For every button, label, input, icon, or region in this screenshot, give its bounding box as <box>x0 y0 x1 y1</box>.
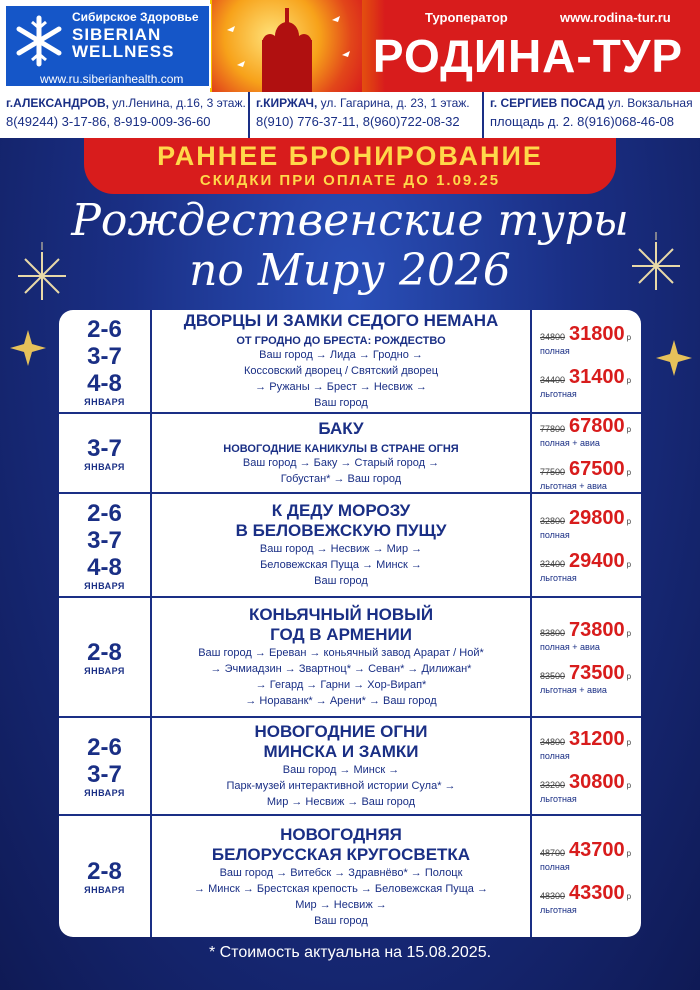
price-block <box>540 619 641 652</box>
currency: р <box>626 891 632 901</box>
tour-month: ЯНВАРЯ <box>84 788 125 798</box>
tour-month: ЯНВАРЯ <box>84 885 125 895</box>
old-price: 32400 <box>540 559 566 569</box>
tour-route-line: Гобустан* → Ваш город <box>280 473 402 485</box>
tour-route-line: Ваш город → Ереван → коньячный завод Арарат / Ной* <box>198 647 484 659</box>
price-label: полная <box>540 751 570 761</box>
tour-description <box>152 310 532 412</box>
tour-dates <box>59 816 152 937</box>
currency: р <box>626 560 632 569</box>
tour-route-line: Ваш город <box>314 397 368 409</box>
tour-route-line: → Ружаны → Брест → Несвиж → <box>255 381 427 393</box>
tour-route-line: Ваш город → Витебск → Здравнёво* → Полоцк <box>219 866 463 879</box>
tour-date: 3-7 <box>87 434 122 462</box>
tour-route-line: Ваш город → Минск → <box>282 764 400 776</box>
tour-route-line: Ваш город <box>314 575 368 587</box>
currency: р <box>626 781 632 790</box>
operator-label: Туроператор <box>425 10 508 25</box>
new-price: 67800 <box>569 415 625 437</box>
tour-date: 4-8 <box>87 369 122 397</box>
price-block <box>540 662 641 695</box>
tour-name: НОВОГОДНИЕ ОГНИ МИНСКА И ЗАМКИ <box>254 722 428 761</box>
tour-month: ЯНВАРЯ <box>84 461 125 472</box>
tour-route-line: Ваш город <box>314 914 368 927</box>
tours-table <box>59 310 641 937</box>
new-price: 31200 <box>569 728 625 750</box>
promo-subtitle: СКИДКИ ПРИ ОПЛАТЕ ДО 1.09.25 <box>199 172 501 189</box>
new-price: 43300 <box>569 881 625 904</box>
office-phones[interactable]: 8(49244) 3-17-86, 8-919-009-36-60 <box>6 114 211 129</box>
tour-route-line: Ваш город → Несвиж → Мир → <box>259 543 423 555</box>
new-price: 30800 <box>569 771 625 793</box>
tour-name: БАКУ <box>318 419 364 438</box>
star-right-icon <box>656 340 692 376</box>
tour-route-line: → Гегард → Гарни → Хор-Вирап* <box>255 679 427 691</box>
price-label: льготная <box>540 794 577 804</box>
tour-month: ЯНВАРЯ <box>84 396 125 407</box>
tour-row[interactable] <box>59 598 641 718</box>
tour-date: 2-6 <box>87 315 122 343</box>
price-block <box>540 366 641 399</box>
currency: р <box>626 425 632 434</box>
price-block <box>540 323 641 356</box>
price-block <box>540 728 641 761</box>
office-kirzhach <box>250 92 484 138</box>
price-footnote: * Стоимость актуальна на 15.08.2025. <box>208 944 492 961</box>
currency: р <box>626 629 632 638</box>
tour-date: 4-8 <box>87 553 122 581</box>
currency: р <box>626 848 632 858</box>
tour-description <box>152 598 532 716</box>
tour-route-line: Коссовский дворец / Святский дворец <box>243 365 439 377</box>
old-price: 32800 <box>540 516 566 526</box>
old-price: 48300 <box>540 890 566 901</box>
office-sergiev-posad <box>484 92 700 138</box>
operator-url[interactable]: www.rodina-tur.ru <box>560 10 671 25</box>
new-price: 43700 <box>569 838 625 861</box>
price-block <box>540 507 641 540</box>
tour-date: 3-7 <box>87 342 122 370</box>
office-aleksandrov <box>0 92 250 138</box>
new-price: 29800 <box>569 507 625 529</box>
price-label: льготная + авиа <box>540 481 607 491</box>
tour-description <box>152 414 532 492</box>
old-price: 48700 <box>540 847 566 858</box>
new-price: 73500 <box>569 662 625 684</box>
page-title-line-2: по Миру 2026 <box>189 245 511 296</box>
tour-row[interactable] <box>59 414 641 494</box>
price-label: льготная + авиа <box>540 685 607 695</box>
tour-subtitle: НОВОГОДНИЕ КАНИКУЛЫ В СТРАНЕ ОГНЯ <box>223 443 459 455</box>
tour-route-line: → Минск → Брестская крепость → Беловежская Пуща → <box>194 882 488 895</box>
old-price: 77500 <box>540 467 566 477</box>
currency: р <box>626 738 632 747</box>
tour-date: 3-7 <box>87 526 122 554</box>
tour-month: ЯНВАРЯ <box>84 580 125 591</box>
tour-date: 2-6 <box>87 499 122 527</box>
early-booking-banner <box>84 138 616 194</box>
price-label: полная <box>540 530 570 540</box>
new-price: 67500 <box>569 458 625 480</box>
currency: р <box>626 376 632 385</box>
kremlin-fireworks-image <box>212 0 362 92</box>
currency: р <box>626 468 632 477</box>
old-price: 33200 <box>540 780 566 790</box>
office-city: г.АЛЕКСАНДРОВ, <box>6 96 109 110</box>
tour-date: 3-7 <box>87 761 122 788</box>
office-address: ул.Ленина, д.16, 3 этаж. <box>108 96 246 110</box>
tour-row[interactable] <box>59 718 641 816</box>
currency: р <box>626 517 632 526</box>
offices-bar <box>0 92 700 138</box>
office-city: г. СЕРГИЕВ ПОСАД <box>490 96 605 110</box>
tour-description <box>152 816 532 937</box>
old-price: 34800 <box>540 332 566 342</box>
tour-prices <box>532 494 641 596</box>
sw-name-line-1: SIBERIAN <box>72 25 162 44</box>
tour-prices <box>532 718 641 814</box>
star-left-icon <box>10 330 46 366</box>
tour-route-line: Ваш город → Баку → Старый город → <box>242 457 440 469</box>
price-block <box>540 415 641 448</box>
tour-row[interactable] <box>59 310 641 414</box>
sw-name-line-2: WELLNESS <box>72 42 175 61</box>
tour-dates <box>59 310 152 412</box>
price-label: полная + авиа <box>540 438 600 448</box>
tour-prices <box>532 414 641 492</box>
tour-route-line: Ваш город → Лида → Гродно → <box>259 349 423 361</box>
office-address: ул. Гагарина, д. 23, 1 этаж. <box>317 96 470 110</box>
tour-date: 2-8 <box>87 858 122 885</box>
old-price: 34800 <box>540 737 566 747</box>
old-price: 77800 <box>540 424 566 434</box>
price-label: полная <box>540 346 570 356</box>
siberian-health-url[interactable]: www.ru.siberianhealth.com <box>40 72 184 86</box>
tour-description <box>152 494 532 596</box>
snowflake-logo-icon <box>12 14 66 68</box>
tour-description <box>152 718 532 814</box>
tour-prices <box>532 598 641 716</box>
price-block <box>540 839 641 872</box>
kremlin-icon <box>212 0 362 92</box>
price-block <box>540 882 641 915</box>
new-price: 29400 <box>569 550 625 572</box>
price-label: льготная <box>540 389 577 399</box>
siberian-wellness-logo-block[interactable] <box>4 4 211 88</box>
tour-name: КОНЬЯЧНЫЙ НОВЫЙ ГОД В АРМЕНИИ <box>248 605 434 644</box>
office-phones[interactable]: площадь д. 2. 8(916)068-46-08 <box>490 114 675 129</box>
operator-name: РОДИНА-ТУР <box>372 30 684 82</box>
price-label: полная <box>540 861 570 872</box>
office-phones[interactable]: 8(910) 776-37-11, 8(960)722-08-32 <box>256 114 460 129</box>
price-label: полная + авиа <box>540 642 600 652</box>
tour-route-line: Парк-музей интерактивной истории Сула* → <box>226 780 456 792</box>
tour-route-line: → Эчмиадзин → Звартноц* → Севан* → Дилижан* <box>210 663 472 675</box>
new-price: 73800 <box>569 619 625 641</box>
office-address: ул. Вокзальная <box>604 96 693 110</box>
tour-route-line: → Нораванк* → Арени* → Ваш город <box>245 695 437 707</box>
tour-name: ДВОРЦЫ И ЗАМКИ СЕДОГО НЕМАНА <box>183 311 499 330</box>
price-block <box>540 550 641 583</box>
siberian-health-ru-text: Сибирское Здоровье <box>72 10 199 24</box>
tour-row[interactable] <box>59 816 641 937</box>
tour-name: НОВОГОДНЯЯ БЕЛОРУССКАЯ КРУГОСВЕТКА <box>211 824 471 864</box>
tour-route-line: Мир → Несвиж → <box>295 898 387 911</box>
siberian-wellness-name <box>72 26 174 60</box>
old-price: 83800 <box>540 628 566 638</box>
price-block <box>540 458 641 491</box>
currency: р <box>626 672 632 681</box>
tour-route-line: Беловежская Пуща → Минск → <box>260 559 422 571</box>
tour-subtitle: ОТ ГРОДНО ДО БРЕСТА: РОЖДЕСТВО <box>236 335 446 347</box>
tour-dates <box>59 598 152 716</box>
currency: р <box>626 333 632 342</box>
price-label: льготная <box>540 573 577 583</box>
tour-dates <box>59 718 152 814</box>
tour-month: ЯНВАРЯ <box>84 665 125 676</box>
new-price: 31800 <box>569 323 625 345</box>
price-block <box>540 771 641 804</box>
tour-name: К ДЕДУ МОРОЗУ В БЕЛОВЕЖСКУЮ ПУЩУ <box>235 501 447 540</box>
tour-date: 2-6 <box>87 734 122 761</box>
promo-title: РАННЕЕ БРОНИРОВАНИЕ <box>157 141 543 171</box>
tour-date: 2-8 <box>87 638 122 666</box>
tour-dates <box>59 414 152 492</box>
tour-route-line: Мир → Несвиж → Ваш город <box>266 796 416 808</box>
header-banner <box>0 0 700 92</box>
price-label: льготная <box>540 904 577 915</box>
tour-dates <box>59 494 152 596</box>
page-title-line-1: Рождественские туры <box>71 195 629 246</box>
tour-prices <box>532 310 641 412</box>
tour-prices <box>532 816 641 937</box>
tour-row[interactable] <box>59 494 641 598</box>
office-city: г.КИРЖАЧ, <box>256 96 318 110</box>
old-price: 83500 <box>540 671 566 681</box>
old-price: 34400 <box>540 375 566 385</box>
new-price: 31400 <box>569 366 625 388</box>
